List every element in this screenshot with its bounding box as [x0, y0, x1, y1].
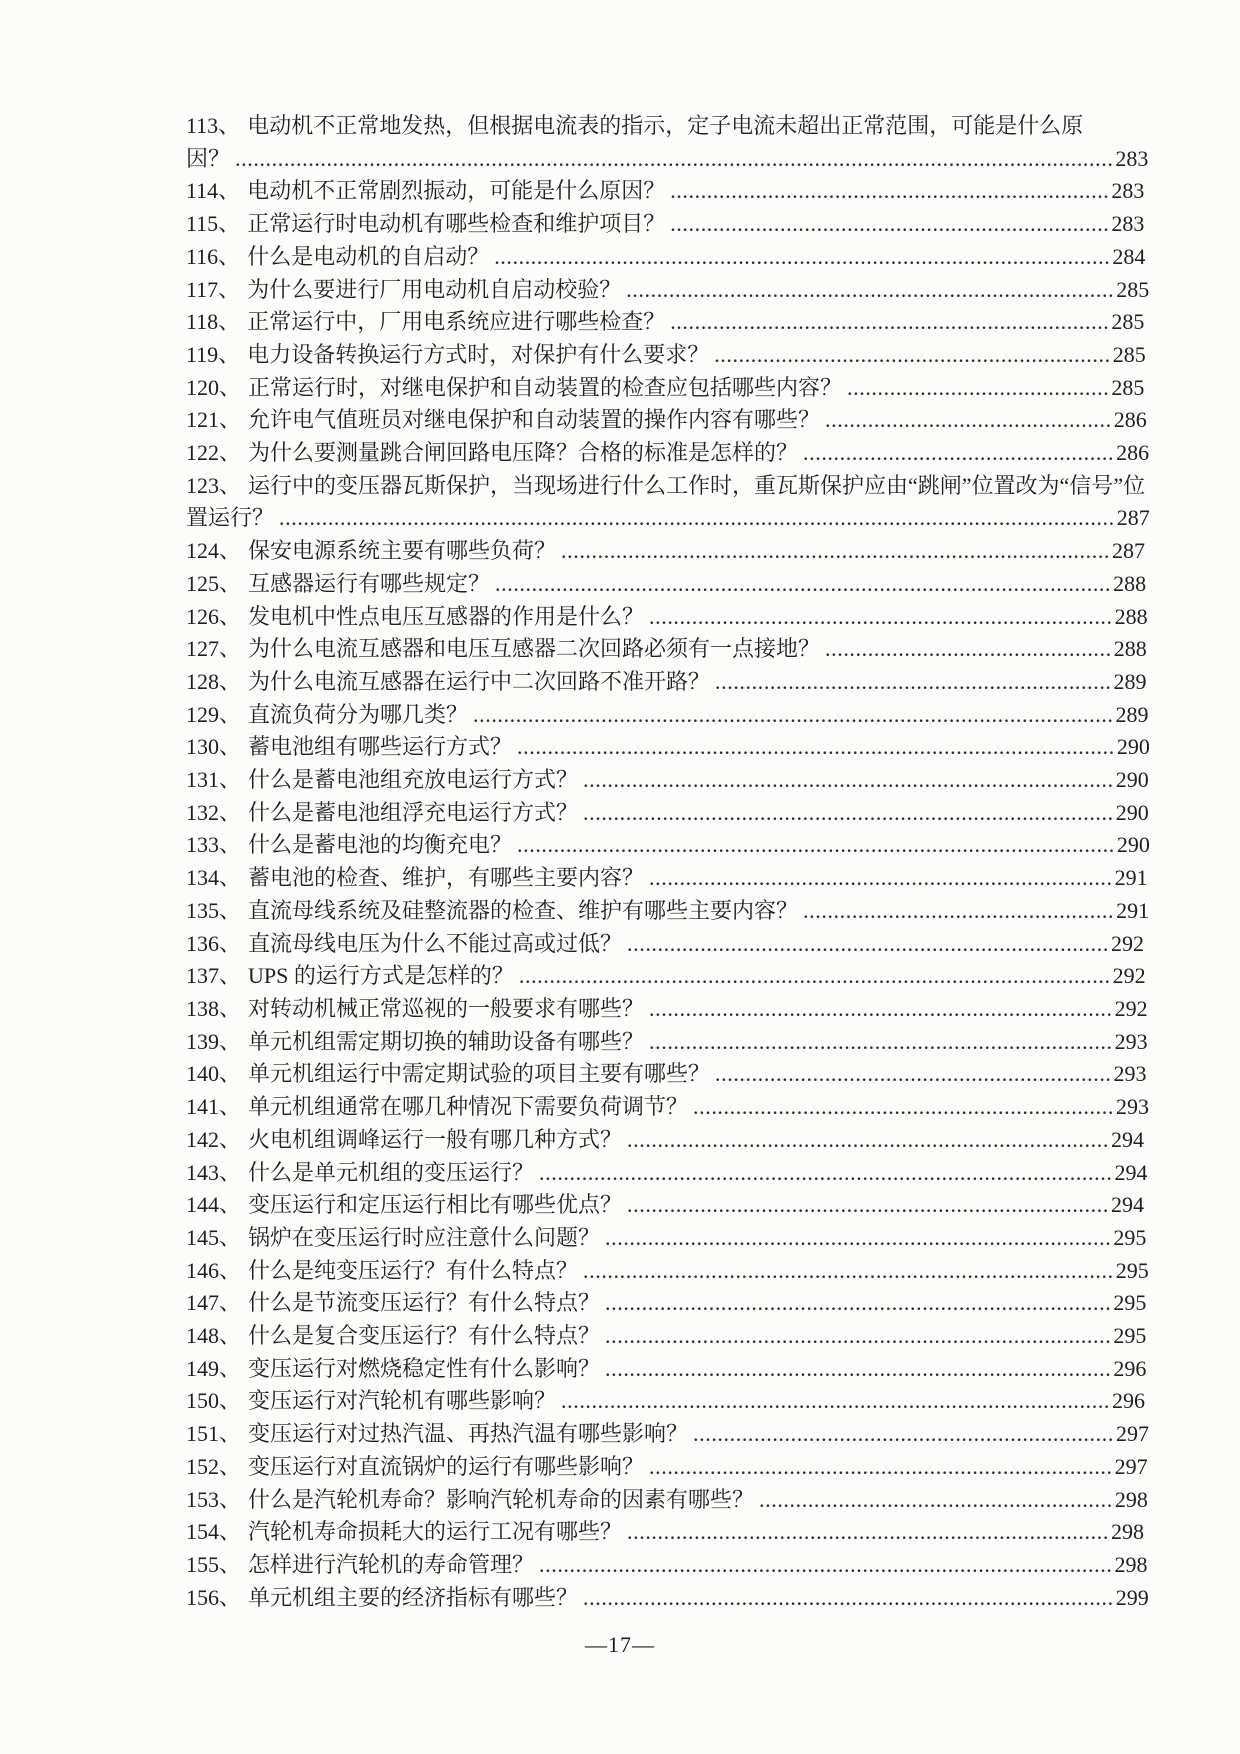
toc-leader-dots: .....................................................................................................: [495, 570, 1112, 596]
toc-entry-page: 292: [1114, 995, 1148, 1021]
toc-leader-dots: ...............................................................................: [627, 1126, 1109, 1152]
toc-entry-title: 汽轮机寿命损耗大的运行工况有哪些？: [248, 1519, 623, 1545]
toc-entry-page: 295: [1113, 1323, 1147, 1349]
toc-entry-page: 290: [1116, 734, 1150, 760]
toc-entry: [186, 797, 1150, 830]
toc-entry-title: 为什么电流互感器和电压互感器二次回路必须有一点接地？: [248, 636, 821, 662]
toc-entry: [186, 1058, 1150, 1091]
toc-entry-number: 155、: [186, 1551, 242, 1577]
toc-entry-title: 电动机不正常剧烈振动，可能是什么原因？: [247, 178, 666, 204]
toc-leader-dots: .......................................................................................: [583, 1584, 1114, 1610]
toc-entry-page: 289: [1113, 668, 1147, 694]
toc-entry-title: 什么是节流变压运行？有什么特点？: [248, 1290, 601, 1316]
toc-entry-page: 294: [1114, 1159, 1148, 1185]
toc-entry-number: 144、: [186, 1192, 242, 1218]
toc-entry-number: 132、: [186, 799, 242, 825]
toc-entry-page: 298: [1114, 1486, 1148, 1512]
toc-entry-page: 285: [1116, 276, 1150, 302]
toc-entry-title: 正常运行时电动机有哪些检查和维护项目？: [247, 211, 666, 237]
toc-entry-number: 131、: [186, 767, 242, 793]
toc-entry-page: 288: [1113, 570, 1147, 596]
toc-leader-dots: ..................................................................................................: [517, 832, 1115, 858]
toc-entry-number: 135、: [186, 897, 242, 923]
toc-entry: [186, 1255, 1150, 1288]
toc-entry: [186, 829, 1150, 862]
toc-entry-title: 单元机组主要的经济指标有哪些？: [248, 1584, 579, 1610]
toc-entry: [186, 1287, 1150, 1320]
toc-entry-number: 127、: [186, 636, 242, 662]
toc-entry: [186, 862, 1150, 895]
toc-entry-title: 什么是电动机的自启动？: [247, 243, 490, 269]
toc-entry: [186, 1189, 1150, 1222]
toc-leader-dots: ............................................................................: [649, 995, 1113, 1021]
toc-entry: [186, 928, 1150, 961]
toc-entry-page: 286: [1116, 440, 1150, 466]
toc-entry: [186, 601, 1150, 634]
toc-entry-page: 283: [1115, 145, 1149, 171]
toc-entry: [186, 241, 1150, 274]
toc-entry: [186, 1320, 1150, 1353]
toc-leader-dots: ................................................................................: [626, 276, 1115, 302]
toc-entry-page: 290: [1115, 767, 1149, 793]
toc-leader-dots: ............................................................................: [649, 865, 1113, 891]
toc-entry-page: 293: [1113, 1061, 1147, 1087]
toc-entry-number: 118、: [186, 309, 241, 335]
toc-entry-title: 正常运行中，厂用电系统应进行哪些检查？: [247, 309, 666, 335]
toc-entry-number: 140、: [186, 1061, 242, 1087]
toc-leader-dots: .....................................................................................................: [494, 243, 1111, 269]
toc-entry-page: 292: [1110, 930, 1144, 956]
toc-leader-dots: .......................................................................................: [583, 799, 1114, 825]
toc-entry: [186, 437, 1150, 470]
toc-leader-dots: .....................................................................: [693, 1094, 1114, 1120]
toc-entry-page: 287: [1112, 538, 1146, 564]
toc-entry: [186, 1385, 1150, 1418]
toc-entry-number: 147、: [186, 1290, 242, 1316]
toc-entry: [186, 404, 1150, 437]
toc-entry-page: 290: [1115, 799, 1149, 825]
toc-entry-number: 126、: [186, 603, 242, 629]
toc-entry-title: 运行中的变压器瓦斯保护，当现场进行什么工作时，重瓦斯保护应由“跳闸”位置改为“信号”位置运行？: [186, 472, 1146, 531]
toc-leader-dots: ................................................................................................................................................: [235, 145, 1114, 171]
toc-entry-page: 297: [1114, 1453, 1148, 1479]
toc-entry: [186, 1549, 1150, 1582]
toc-leader-dots: .................................................................................................: [518, 963, 1111, 989]
toc-leader-dots: ............................................................................: [649, 1453, 1113, 1479]
toc-leader-dots: ..............................................................................................: [539, 1159, 1113, 1185]
toc-entry-number: 150、: [186, 1388, 242, 1414]
toc-leader-dots: ............................................................................: [649, 1028, 1113, 1054]
toc-entry: [186, 1516, 1150, 1549]
toc-entry-page: 295: [1113, 1290, 1147, 1316]
toc-leader-dots: .......................................................................................: [583, 1257, 1114, 1283]
toc-entry-page: 296: [1113, 1355, 1147, 1381]
toc-entry-title: 什么是纯变压运行？有什么特点？: [248, 1257, 579, 1283]
toc-leader-dots: .......................................................................................: [583, 767, 1114, 793]
toc-entry-title: 为什么要进行厂用电动机自启动校验？: [247, 276, 622, 302]
toc-leader-dots: ...............................................................................: [627, 1519, 1109, 1545]
toc-entry-page: 294: [1110, 1192, 1144, 1218]
toc-entry: [186, 470, 1150, 535]
toc-entry-title: 什么是汽轮机寿命？影响汽轮机寿命的因素有哪些？: [248, 1486, 755, 1512]
toc-leader-dots: .....................................................................: [693, 1421, 1114, 1447]
toc-entry-page: 295: [1113, 1224, 1147, 1250]
toc-entry-number: 137、: [186, 963, 242, 989]
toc-entry-number: 123、: [186, 472, 242, 498]
toc-entry-number: 129、: [186, 701, 242, 727]
toc-leader-dots: ..................................................................................................: [517, 734, 1115, 760]
toc-leader-dots: ............................................................................: [649, 603, 1113, 629]
toc-leader-dots: ...................................................................................: [605, 1224, 1112, 1250]
toc-entry-title: 对转动机械正常巡视的一般要求有哪些？: [248, 995, 645, 1021]
toc-entry-title: 允许电气值班员对继电保护和自动装置的操作内容有哪些？: [248, 407, 821, 433]
toc-entry-number: 114、: [186, 178, 241, 204]
toc-entry-title: 互感器运行有哪些规定？: [248, 570, 491, 596]
toc-entry-page: 291: [1116, 897, 1150, 923]
toc-entry-number: 154、: [186, 1519, 242, 1545]
toc-entry: [186, 1582, 1150, 1615]
toc-entry-title: 什么是蓄电池的均衡充电？: [248, 832, 513, 858]
toc-entry-page: 298: [1110, 1519, 1144, 1545]
toc-entry-number: 134、: [186, 865, 242, 891]
page-number-footer: —17—: [585, 1632, 655, 1658]
toc-entry: [186, 699, 1150, 732]
toc-entry-page: 293: [1114, 1028, 1148, 1054]
toc-entry: [186, 960, 1150, 993]
toc-entry: [186, 339, 1150, 372]
toc-entry-number: 122、: [186, 440, 242, 466]
toc-entry-title: 什么是蓄电池组浮充电运行方式？: [248, 799, 579, 825]
toc-entry-page: 299: [1115, 1584, 1149, 1610]
toc-entry-page: 287: [1116, 505, 1150, 531]
toc-entry-title: 电动机不正常地发热，但根据电流表的指示，定子电流未超出正常范围，可能是什么原因？: [186, 113, 1084, 171]
toc-entry: [186, 1418, 1150, 1451]
toc-entry-page: 285: [1112, 341, 1146, 367]
toc-entry-page: 297: [1115, 1421, 1149, 1447]
toc-entry-number: 142、: [186, 1126, 242, 1152]
toc-leader-dots: ...............................................: [825, 407, 1112, 433]
toc-entry-page: 285: [1111, 374, 1145, 400]
toc-entry-page: 285: [1111, 309, 1145, 335]
toc-leader-dots: ........................................................................: [670, 178, 1110, 204]
toc-entry-page: 288: [1113, 636, 1147, 662]
toc-entry: [186, 175, 1150, 208]
toc-entry-page: 283: [1111, 211, 1145, 237]
toc-entry-page: 292: [1112, 963, 1146, 989]
toc-entry: [186, 208, 1150, 241]
toc-leader-dots: ...............................................: [825, 636, 1112, 662]
toc-entry-title: 正常运行时，对继电保护和自动装置的检查应包括哪些内容？: [248, 374, 843, 400]
toc-entry: [186, 110, 1150, 175]
toc-entry-title: 为什么要测量跳合闸回路电压降？合格的标准是怎样的？: [248, 440, 799, 466]
toc-entry: [186, 731, 1150, 764]
toc-leader-dots: ...............................................................................: [627, 1192, 1109, 1218]
toc-entry: [186, 306, 1150, 339]
toc-entry: [186, 1222, 1150, 1255]
toc-entry-title: 电力设备转换运行方式时，对保护有什么要求？: [247, 341, 710, 367]
toc-entry: [186, 1484, 1150, 1517]
toc-entry-number: 130、: [186, 734, 242, 760]
toc-entry-number: 149、: [186, 1355, 242, 1381]
toc-entry-page: 288: [1114, 603, 1148, 629]
toc-entry-number: 152、: [186, 1453, 242, 1479]
toc-entry: [186, 1124, 1150, 1157]
toc-entry: [186, 895, 1150, 928]
toc-entry: [186, 372, 1150, 405]
toc-entry-title: 单元机组通常在哪几种情况下需要负荷调节？: [248, 1094, 689, 1120]
toc-entry: [186, 274, 1150, 307]
toc-entry-page: 298: [1114, 1551, 1148, 1577]
toc-entry-title: 什么是蓄电池组充放电运行方式？: [248, 767, 579, 793]
toc-entry-number: 121、: [186, 407, 242, 433]
toc-entry-title: 蓄电池组有哪些运行方式？: [248, 734, 513, 760]
toc-entry-page: 283: [1111, 178, 1145, 204]
toc-entry: [186, 568, 1150, 601]
toc-leader-dots: ...............................................................................: [627, 930, 1109, 956]
toc-leader-dots: ..........................................................: [759, 1486, 1113, 1512]
toc-entry-number: 151、: [186, 1421, 242, 1447]
toc-leader-dots: ..........................................................................................: [561, 1388, 1111, 1414]
toc-entry-title: 单元机组运行中需定期试验的项目主要有哪些？: [248, 1061, 711, 1087]
toc-entry-title: UPS 的运行方式是怎样的？: [248, 963, 514, 989]
toc-entry-number: 146、: [186, 1257, 242, 1283]
toc-entry-page: 289: [1115, 701, 1149, 727]
toc-entry-title: 什么是复合变压运行？有什么特点？: [248, 1323, 601, 1349]
toc-entry-title: 蓄电池的检查、维护，有哪些主要内容？: [248, 865, 645, 891]
toc-entry-title: 直流母线电压为什么不能过高或过低？: [248, 930, 623, 956]
toc-entry-title: 变压运行对过热汽温、再热汽温有哪些影响？: [248, 1421, 689, 1447]
toc-entry: [186, 1091, 1150, 1124]
toc-leader-dots: .........................................................................................................................................: [279, 505, 1115, 531]
toc-entry: [186, 764, 1150, 797]
toc-leader-dots: ...................................................: [803, 440, 1115, 466]
toc-entry-title: 变压运行和定压运行相比有哪些优点？: [248, 1192, 623, 1218]
toc-entry-title: 锅炉在变压运行时应注意什么问题？: [248, 1224, 601, 1250]
toc-entry-number: 115、: [186, 211, 241, 237]
toc-entry-number: 124、: [186, 538, 242, 564]
toc-entry-number: 125、: [186, 570, 242, 596]
toc-entry-page: 295: [1115, 1257, 1149, 1283]
toc-entry-number: 153、: [186, 1486, 242, 1512]
toc-entry-number: 138、: [186, 995, 242, 1021]
toc-leader-dots: ...................................................: [803, 897, 1115, 923]
toc-entry-number: 120、: [186, 374, 242, 400]
toc-entry-title: 直流母线系统及硅整流器的检查、维护有哪些主要内容？: [248, 897, 799, 923]
toc-entry: [186, 1451, 1150, 1484]
toc-entry-page: 290: [1116, 832, 1150, 858]
toc-entry-page: 286: [1113, 407, 1147, 433]
toc-leader-dots: ........................................................................: [670, 211, 1110, 237]
toc-entry-number: 139、: [186, 1028, 242, 1054]
toc-entry: [186, 1157, 1150, 1190]
toc-leader-dots: .................................................................: [715, 1061, 1112, 1087]
toc-entry-page: 293: [1115, 1094, 1149, 1120]
toc-leader-dots: ...................................................................................: [605, 1290, 1112, 1316]
toc-entry-title: 变压运行对燃烧稳定性有什么影响？: [248, 1355, 601, 1381]
toc-entry: [186, 1026, 1150, 1059]
toc-entry-number: 143、: [186, 1159, 242, 1185]
toc-entry-number: 145、: [186, 1224, 242, 1250]
toc-leader-dots: ...................................................................................: [605, 1323, 1112, 1349]
toc-leader-dots: ..............................................................................................: [539, 1551, 1113, 1577]
toc-leader-dots: .........................................................................................................: [473, 701, 1114, 727]
toc-entry-number: 136、: [186, 930, 242, 956]
toc-entry-number: 156、: [186, 1584, 242, 1610]
toc-leader-dots: ...................................................................................: [605, 1355, 1112, 1381]
toc-entry: [186, 993, 1150, 1026]
toc-leader-dots: ........................................................................: [670, 309, 1110, 335]
toc-entry-number: 116、: [186, 243, 241, 269]
toc-entry-number: 128、: [186, 668, 242, 694]
toc-entry-number: 117、: [186, 276, 241, 302]
toc-leader-dots: .................................................................: [714, 341, 1111, 367]
toc-entry-title: 直流负荷分为哪几类？: [248, 701, 469, 727]
toc-entry-title: 变压运行对汽轮机有哪些影响？: [248, 1388, 557, 1414]
toc-entry-title: 火电机组调峰运行一般有哪几种方式？: [248, 1126, 623, 1152]
toc-entry: [186, 666, 1150, 699]
toc-entry-page: 296: [1112, 1388, 1146, 1414]
toc-entry-title: 变压运行对直流锅炉的运行有哪些影响？: [248, 1453, 645, 1479]
toc-leader-dots: ...........................................: [847, 374, 1110, 400]
toc-entry-number: 148、: [186, 1323, 242, 1349]
toc-leader-dots: ..........................................................................................: [561, 538, 1111, 564]
toc-entry-title: 发电机中性点电压互感器的作用是什么？: [248, 603, 645, 629]
toc-entry-title: 保安电源系统主要有哪些负荷？: [248, 538, 557, 564]
toc-entry-page: 284: [1112, 243, 1146, 269]
toc-entry-title: 为什么电流互感器在运行中二次回路不准开路？: [248, 668, 711, 694]
toc-entry: [186, 535, 1150, 568]
toc-entry: [186, 633, 1150, 666]
toc-entry-page: 291: [1114, 865, 1148, 891]
toc-entry-number: 133、: [186, 832, 242, 858]
toc-entry-title: 单元机组需定期切换的辅助设备有哪些？: [248, 1028, 645, 1054]
toc-entry: [186, 1353, 1150, 1386]
toc-entry-number: 113、: [186, 113, 241, 138]
toc-entry-title: 怎样进行汽轮机的寿命管理？: [248, 1551, 535, 1577]
toc-entry-title: 什么是单元机组的变压运行？: [248, 1159, 535, 1185]
toc-entry-page: 294: [1110, 1126, 1144, 1152]
toc-leader-dots: .................................................................: [715, 668, 1112, 694]
toc-entry-number: 119、: [186, 341, 241, 367]
toc-entry-number: 141、: [186, 1094, 242, 1120]
